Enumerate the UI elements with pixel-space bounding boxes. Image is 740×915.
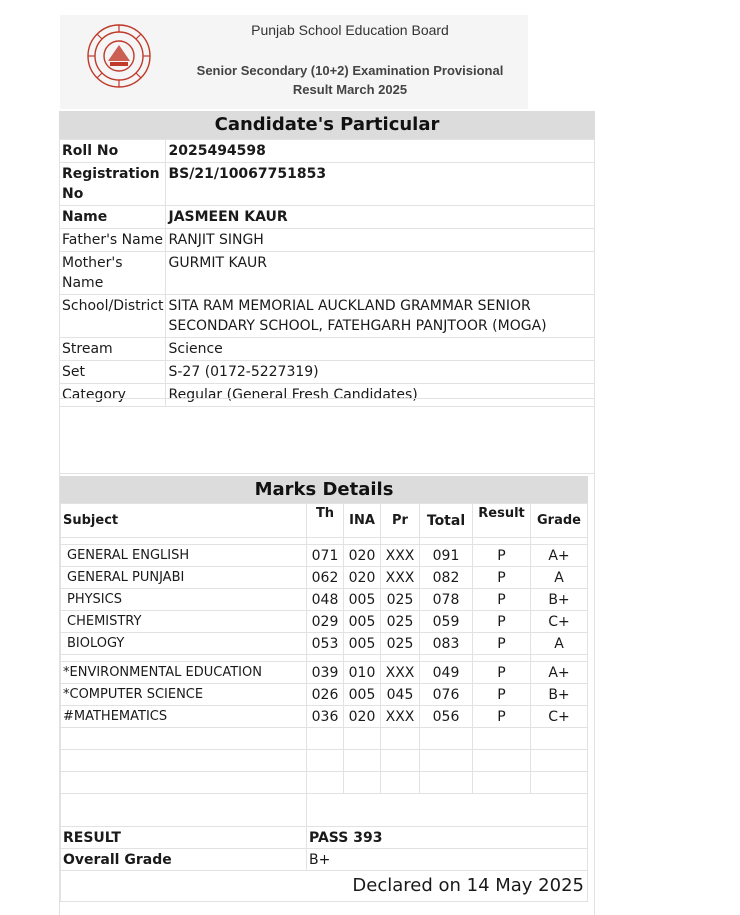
table-row bbox=[60, 140, 595, 163]
th-marks: 062 bbox=[307, 567, 344, 589]
ina-marks: 020 bbox=[344, 706, 381, 728]
marks-table bbox=[60, 503, 588, 871]
ina-header: INA bbox=[344, 504, 381, 538]
subject-name: #MATHEMATICS bbox=[61, 706, 307, 728]
name-label: Name bbox=[60, 206, 166, 229]
subject-result: P bbox=[473, 611, 531, 633]
table-row bbox=[61, 662, 588, 684]
table-row bbox=[60, 163, 595, 206]
table-row bbox=[61, 633, 588, 655]
subject-result: P bbox=[473, 545, 531, 567]
declared-date: Declared on 14 May 2025 bbox=[60, 870, 588, 902]
empty-row bbox=[61, 750, 588, 772]
father-name-value: RANJIT SINGH bbox=[166, 229, 595, 252]
subject-name: BIOLOGY bbox=[61, 633, 307, 655]
table-row bbox=[60, 338, 595, 361]
result-header bbox=[60, 15, 528, 109]
candidate-section-title: Candidate's Particular bbox=[59, 111, 595, 139]
set-value: S-27 (0172-5227319) bbox=[166, 361, 595, 384]
total-marks: 083 bbox=[420, 633, 473, 655]
pr-marks: XXX bbox=[381, 545, 420, 567]
subject-grade: A+ bbox=[531, 545, 588, 567]
candidate-table bbox=[59, 139, 595, 407]
table-row bbox=[60, 295, 595, 338]
subject-grade: A bbox=[531, 633, 588, 655]
empty-row bbox=[61, 794, 588, 827]
th-marks: 036 bbox=[307, 706, 344, 728]
pseb-seal-icon bbox=[84, 21, 154, 91]
blank-spacer bbox=[59, 398, 595, 474]
subject-grade: C+ bbox=[531, 611, 588, 633]
th-header: Th bbox=[307, 504, 344, 538]
result-label: RESULT bbox=[61, 827, 307, 849]
subject-grade: A bbox=[531, 567, 588, 589]
subject-result: P bbox=[473, 684, 531, 706]
subject-result: P bbox=[473, 567, 531, 589]
exam-title bbox=[180, 61, 520, 99]
ina-marks: 005 bbox=[344, 633, 381, 655]
table-row bbox=[61, 545, 588, 567]
table-row bbox=[61, 589, 588, 611]
father-name-label: Father's Name bbox=[60, 229, 166, 252]
ina-marks: 020 bbox=[344, 567, 381, 589]
spacer-row bbox=[61, 538, 588, 545]
table-row bbox=[60, 229, 595, 252]
table-row bbox=[61, 706, 588, 728]
total-header: Total bbox=[420, 504, 473, 538]
th-marks: 071 bbox=[307, 545, 344, 567]
pr-marks: XXX bbox=[381, 706, 420, 728]
pr-marks: 025 bbox=[381, 589, 420, 611]
roll-no-label: Roll No bbox=[60, 140, 166, 163]
table-row bbox=[60, 252, 595, 295]
total-marks: 078 bbox=[420, 589, 473, 611]
subject-result: P bbox=[473, 706, 531, 728]
pr-marks: XXX bbox=[381, 662, 420, 684]
pr-marks: XXX bbox=[381, 567, 420, 589]
ina-marks: 005 bbox=[344, 684, 381, 706]
pr-header: Pr bbox=[381, 504, 420, 538]
th-marks: 053 bbox=[307, 633, 344, 655]
th-marks: 029 bbox=[307, 611, 344, 633]
th-marks: 039 bbox=[307, 662, 344, 684]
pr-marks: 025 bbox=[381, 633, 420, 655]
subject-grade: C+ bbox=[531, 706, 588, 728]
grade-header: Grade bbox=[531, 504, 588, 538]
ina-marks: 005 bbox=[344, 611, 381, 633]
empty-row bbox=[61, 728, 588, 750]
result-header: Result bbox=[473, 504, 531, 538]
mother-name-value: GURMIT KAUR bbox=[166, 252, 595, 295]
subject-grade: A+ bbox=[531, 662, 588, 684]
table-row bbox=[61, 611, 588, 633]
table-row bbox=[60, 206, 595, 229]
subject-name: GENERAL PUNJABI bbox=[61, 567, 307, 589]
category-label: Category bbox=[60, 384, 166, 407]
subject-name: *COMPUTER SCIENCE bbox=[61, 684, 307, 706]
roll-no-value: 2025494598 bbox=[166, 140, 595, 163]
subject-grade: B+ bbox=[531, 684, 588, 706]
subject-result: P bbox=[473, 633, 531, 655]
school-district-value: SITA RAM MEMORIAL AUCKLAND GRAMMAR SENIOR SECONDARY SCHOOL, FATEHGARH PANJTOOR (MOGA) bbox=[166, 295, 595, 338]
subject-name: GENERAL ENGLISH bbox=[61, 545, 307, 567]
marks-header-row bbox=[61, 504, 588, 538]
subject-name: *ENVIRONMENTAL EDUCATION bbox=[61, 662, 307, 684]
empty-row bbox=[61, 772, 588, 794]
total-marks: 059 bbox=[420, 611, 473, 633]
table-row bbox=[61, 684, 588, 706]
result-row bbox=[61, 827, 588, 849]
marks-section-title: Marks Details bbox=[60, 476, 588, 503]
pr-marks: 045 bbox=[381, 684, 420, 706]
th-marks: 048 bbox=[307, 589, 344, 611]
spacer-row bbox=[61, 655, 588, 662]
th-marks: 026 bbox=[307, 684, 344, 706]
total-marks: 091 bbox=[420, 545, 473, 567]
board-name: Punjab School Education Board bbox=[251, 22, 449, 38]
subject-header: Subject bbox=[61, 504, 307, 538]
category-value: Regular (General Fresh Candidates) bbox=[166, 384, 595, 407]
exam-title-line2: Result March 2025 bbox=[292, 82, 408, 97]
ina-marks: 020 bbox=[344, 545, 381, 567]
table-row bbox=[60, 361, 595, 384]
pr-marks: 025 bbox=[381, 611, 420, 633]
total-marks: 049 bbox=[420, 662, 473, 684]
overall-grade-row bbox=[61, 849, 588, 871]
result-value: PASS 393 bbox=[307, 827, 588, 849]
subject-result: P bbox=[473, 662, 531, 684]
overall-grade-value: B+ bbox=[307, 849, 588, 871]
set-label: Set bbox=[60, 361, 166, 384]
table-row bbox=[61, 567, 588, 589]
school-district-label: School/District bbox=[60, 295, 166, 338]
exam-title-line1: Senior Secondary (10+2) Examination Provisional bbox=[196, 63, 504, 78]
ina-marks: 005 bbox=[344, 589, 381, 611]
subject-name: CHEMISTRY bbox=[61, 611, 307, 633]
total-marks: 082 bbox=[420, 567, 473, 589]
stream-label: Stream bbox=[60, 338, 166, 361]
total-marks: 076 bbox=[420, 684, 473, 706]
total-marks: 056 bbox=[420, 706, 473, 728]
subject-grade: B+ bbox=[531, 589, 588, 611]
registration-no-value: BS/21/10067751853 bbox=[166, 163, 595, 206]
registration-no-label: Registration No bbox=[60, 163, 166, 206]
stream-value: Science bbox=[166, 338, 595, 361]
name-value: JASMEEN KAUR bbox=[166, 206, 595, 229]
subject-result: P bbox=[473, 589, 531, 611]
subject-name: PHYSICS bbox=[61, 589, 307, 611]
mother-name-label: Mother's Name bbox=[60, 252, 166, 295]
overall-grade-label: Overall Grade bbox=[61, 849, 307, 871]
ina-marks: 010 bbox=[344, 662, 381, 684]
